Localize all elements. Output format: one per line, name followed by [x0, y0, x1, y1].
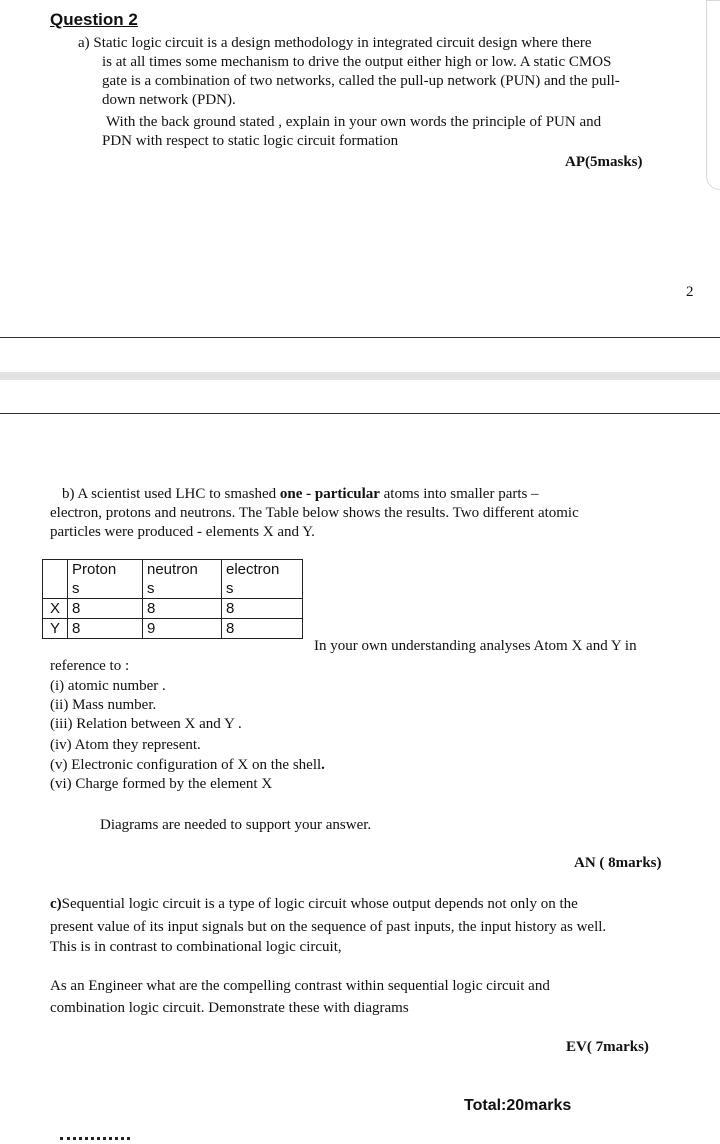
part-a-line: With the back ground stated , explain in your own words the principle of PUN and — [106, 114, 602, 130]
diagrams-note: Diagrams are needed to support your answer. — [100, 817, 372, 833]
list-item: (ii) Mass number. — [50, 697, 157, 713]
page-bottom-border — [0, 337, 720, 338]
part-c-label: c) — [50, 896, 62, 912]
page-top-border — [0, 413, 720, 414]
list-item: (v) Electronic configuration of X on the shell. — [50, 757, 325, 773]
table-cell: 9 — [143, 619, 222, 639]
column-header-electrons: electron s — [222, 560, 303, 599]
atom-table — [42, 559, 303, 639]
table-cell: 8 — [143, 599, 222, 619]
part-a-line: is at all times some mechanism to drive the output either high or low. A static CMOS — [102, 54, 612, 70]
table-row — [43, 619, 303, 639]
reference-line: reference to : — [50, 658, 130, 674]
page-gap — [0, 372, 720, 380]
table-cell: 8 — [68, 619, 143, 639]
row-label: X — [43, 599, 68, 619]
part-c-line2: present value of its input signals but on the sequence of past inputs, the input history as well. — [50, 919, 607, 935]
column-header-neutrons: neutron s — [143, 560, 222, 599]
question-title: Question 2 — [50, 10, 138, 29]
column-header-protons: Proton s — [68, 560, 143, 599]
list-item: (iii) Relation between X and Y . — [50, 716, 242, 732]
table-cell: 8 — [68, 599, 143, 619]
part-c-marks: EV( 7marks) — [566, 1039, 649, 1055]
part-a-line: gate is a combination of two networks, called the pull-up network (PUN) and the pull- — [102, 73, 620, 89]
part-b-text: atoms into smaller parts – — [379, 486, 539, 502]
page-corner-edge — [706, 0, 720, 190]
part-a-line: a) Static logic circuit is a design methodology in integrated circuit design where there — [78, 35, 592, 51]
part-b-intro-line3: particles were produced - elements X and Y. — [50, 524, 315, 540]
analyse-line: In your own understanding analyses Atom X and Y in — [314, 638, 637, 654]
table-row — [43, 599, 303, 619]
part-c-line4: As an Engineer what are the compelling contrast within sequential logic circuit and — [50, 978, 550, 994]
part-c-line5: combination logic circuit. Demonstrate these with diagrams — [50, 1000, 409, 1016]
part-a-line: PDN with respect to static logic circuit formation — [102, 133, 399, 149]
total-marks: Total:20marks — [464, 1097, 572, 1114]
emphasis-text: one - particular — [279, 486, 380, 502]
part-b-marks: AN ( 8marks) — [574, 855, 662, 871]
part-b-intro-line1 — [62, 485, 539, 504]
page-number: 2 — [686, 284, 694, 300]
part-b-label-text: b) A scientist used LHC to smashed — [62, 486, 280, 502]
list-item: (iv) Atom they represent. — [50, 737, 201, 753]
part-c-line3: This is in contrast to combinational logic circuit, — [50, 939, 342, 955]
table-corner-cell — [43, 560, 68, 599]
table-header-row — [43, 560, 303, 599]
list-item: (vi) Charge formed by the element X — [50, 776, 273, 792]
table-cell: 8 — [222, 619, 303, 639]
part-a-marks: AP(5masks) — [565, 154, 643, 170]
part-a-line: down network (PDN). — [102, 92, 236, 108]
part-c-line1: c)Sequential logic circuit is a type of logic circuit whose output depends not only on the — [50, 896, 578, 912]
part-b-intro-line2: electron, protons and neutrons. The Table below shows the results. Two different atomic — [50, 505, 579, 521]
row-label: Y — [43, 619, 68, 639]
list-item: (i) atomic number . — [50, 678, 166, 694]
table-cell: 8 — [222, 599, 303, 619]
